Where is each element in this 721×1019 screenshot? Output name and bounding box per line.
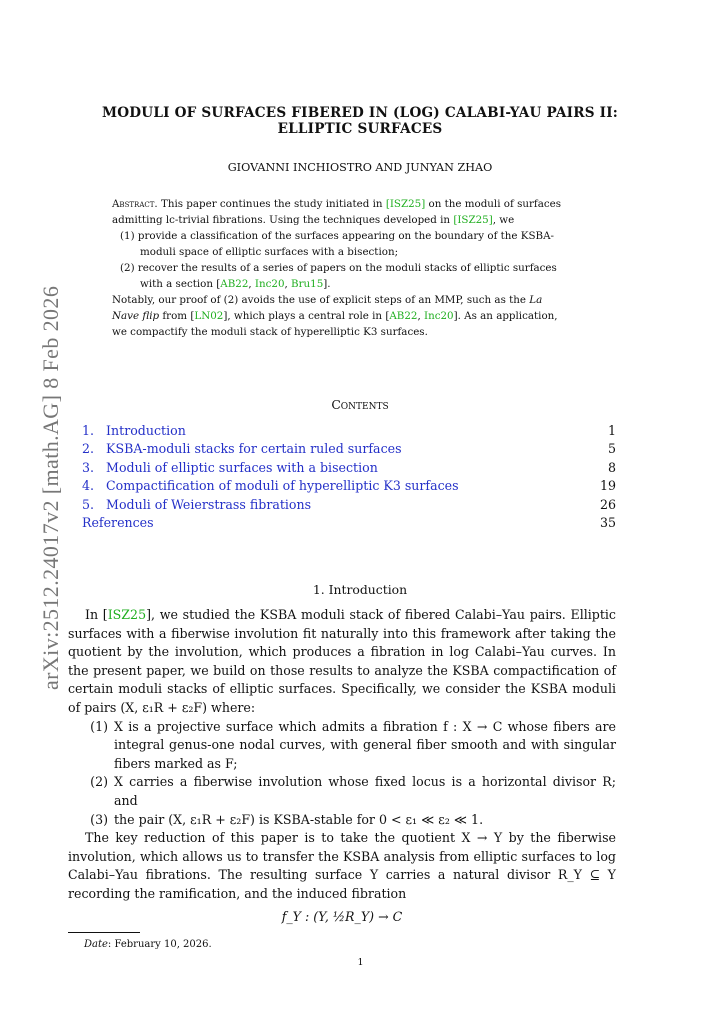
fibration-formula: f_Y : (Y, ½R_Y) → C (281, 908, 403, 924)
paper-title (60, 105, 660, 137)
intro-list-item-1: (1) X is a projective surface which admits a fibration f : X → C whose fibers are integral genus-one nodal curves, with general fiber smooth and with singular fibers marked as F; (90, 718, 616, 771)
cite-ab22-2[interactable]: AB22 (389, 310, 418, 322)
section-heading-introduction: 1. Introduction (312, 582, 408, 597)
intro-list-item-3: (3) the pair (X, ε₁R + ε₂F) is KSBA-stable for 0 < ε₁ ≪ ε₂ ≪ 1. (90, 811, 484, 827)
date-footnote: Date: February 10, 2026. (84, 939, 212, 950)
arxiv-stamp (18, 285, 63, 690)
abstract-intro: Abstract. This paper continues the study initiated in [ISZ25] on the moduli of surfaces admitting lc-trivial fibrations. Using the techniques developed in [ISZ25], we (112, 198, 562, 226)
footnote-rule (68, 932, 140, 933)
abstract-item-2: (2) recover the results of a series of papers on the moduli stacks of elliptic surfaces with a section [AB22, Inc20, Bru15]. (120, 262, 557, 290)
table-of-contents (82, 422, 616, 532)
title-line-2: ELLIPTIC SURFACES (277, 121, 443, 137)
toc-item-weierstrass[interactable]: 5. Moduli of Weierstrass fibrations 26 (82, 496, 616, 512)
cite-ln02[interactable]: LN02 (194, 310, 224, 322)
introduction-body (68, 606, 616, 926)
toc-item-introduction[interactable]: 1. Introduction 1 (82, 423, 616, 438)
cite-inc20-2[interactable]: Inc20 (424, 310, 454, 322)
toc-item-ksba-ruled[interactable]: 2. KSBA-moduli stacks for certain ruled surfaces 5 (82, 441, 616, 457)
toc-item-hyperelliptic-k3[interactable]: 4. Compactification of moduli of hyperelliptic K3 surfaces 19 (82, 478, 616, 494)
abstract-item-1: (1) provide a classification of the surfaces appearing on the boundary of the KSBA-moduli space of elliptic surfaces with a bisection; (120, 230, 555, 258)
arxiv-id: arXiv:2512.24017v2 [math.AG] 8 Feb 2026 (38, 285, 63, 690)
cite-bru15[interactable]: Bru15 (291, 278, 324, 290)
cite-isz25-2[interactable]: [ISZ25] (453, 214, 493, 226)
cite-isz25[interactable]: [ISZ25] (385, 198, 426, 210)
abstract-notably: Notably, our proof of (2) avoids the use of explicit steps of an MMP, such as the La Nave flip from [LN02], which plays a central role in [AB22, Inc20]. As an application, we compactify the moduli stack of hyperelliptic K3 surfaces. (112, 294, 558, 338)
title-line-1: MODULI OF SURFACES FIBERED IN (LOG) CALABI-YAU PAIRS II: (101, 105, 619, 121)
cite-ab22[interactable]: AB22 (220, 278, 249, 290)
contents-heading: Contents (331, 397, 389, 412)
toc-item-elliptic-bisection[interactable]: 3. Moduli of elliptic surfaces with a bisection 8 (82, 459, 616, 475)
authors: GIOVANNI INCHIOSTRO AND JUNYAN ZHAO (227, 161, 493, 174)
abstract (112, 196, 572, 340)
cite-isz25-intro[interactable]: ISZ25 (107, 607, 147, 622)
intro-list-item-2: (2) X carries a fiberwise involution whose fixed locus is a horizontal divisor R; and (90, 774, 616, 808)
abstract-heading: Abstract. (112, 198, 158, 210)
cite-inc20[interactable]: Inc20 (254, 278, 285, 290)
toc-item-references[interactable]: References 35 (82, 515, 616, 531)
intro-paragraph-1: In [ISZ25], we studied the KSBA moduli stack of fibered Calabi–Yau pairs. Elliptic surfaces with a fiberwise involution fit naturally into this framework after taking the quotient by the involution, which produces a fibration in log Calabi–Yau curves. In the present paper, we build on those results to analyze the KSBA compactification of certain moduli stacks of elliptic surfaces. Specifically, we consider the KSBA moduli of pairs (X, ε₁R + ε₂F) where: (68, 607, 616, 715)
intro-paragraph-2: The key reduction of this paper is to take the quotient X → Y by the fiberwise involution, which allows us to transfer the KSBA analysis from elliptic surfaces to log Calabi–Yau fibrations. The resulting surface Y carries a natural divisor R_Y ⊆ Y recording the ramification, and the induced fibration (68, 830, 616, 901)
page-number: 1 (357, 957, 364, 968)
